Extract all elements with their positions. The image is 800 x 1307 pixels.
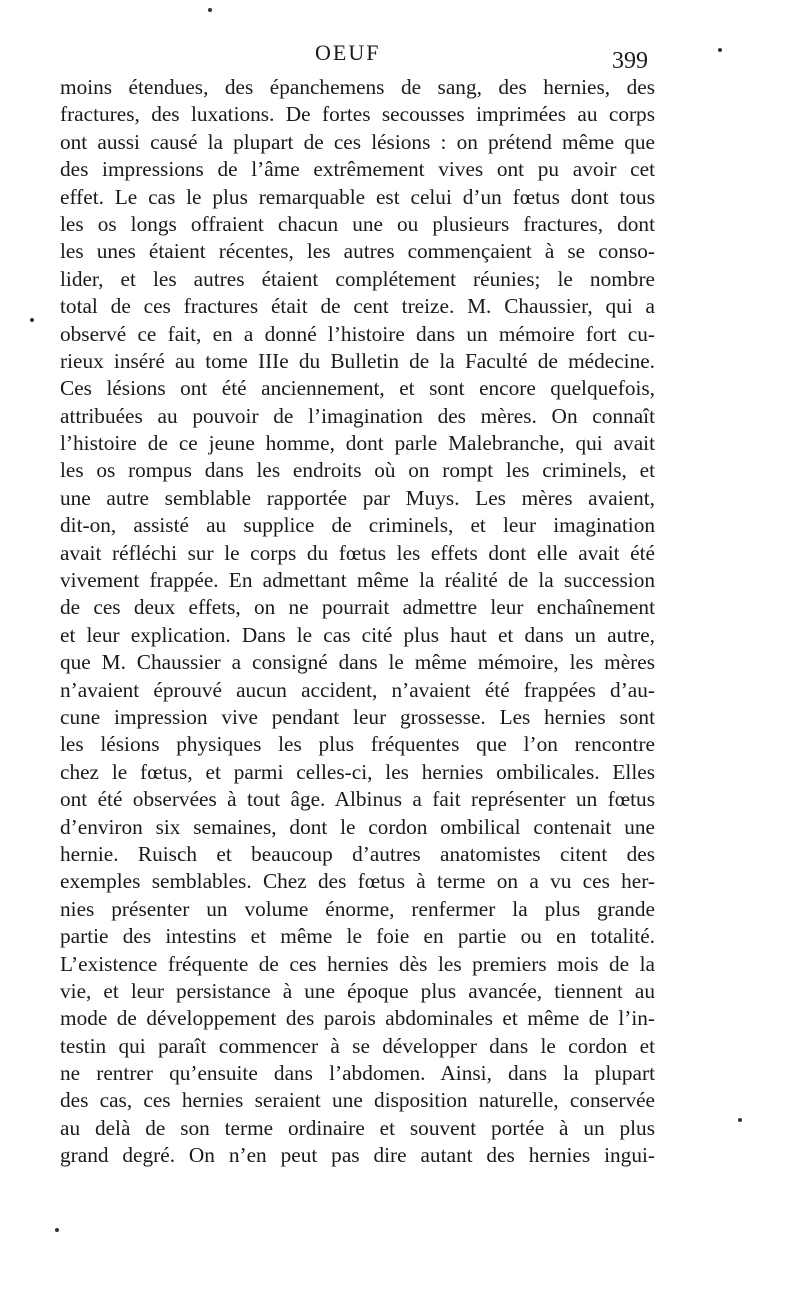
text-line: observé ce fait, en a donné l’histoire dans un mémoire fort cu- (60, 321, 655, 346)
text-line: L’existence fréquente de ces hernies dès les premiers mois de la (60, 951, 655, 976)
text-line: avait réfléchi sur le corps du fœtus les effets dont elle avait été (60, 540, 655, 565)
text-line: partie des intestins et même le foie en partie ou en totalité. (60, 924, 655, 949)
text-line: ont été observées à tout âge. Albinus a fait représenter un fœtus (60, 787, 655, 812)
text-line: nies présenter un volume énorme, renfermer la plus grande (60, 896, 655, 921)
text-line: attribuées au pouvoir de l’imagination des mères. On connaît (60, 403, 655, 428)
text-line: dit-on, assisté au supplice de criminels, et leur imagination (60, 513, 655, 538)
text-line: au delà de son terme ordinaire et souvent portée à un plus (60, 1115, 655, 1140)
text-line: que M. Chaussier a consigné dans le même mémoire, les mères (60, 650, 655, 675)
text-line: une autre semblable rapportée par Muys. Les mères avaient, (60, 485, 655, 510)
text-line: des impressions de l’âme extrêmement vives ont pu avoir cet (60, 157, 655, 182)
text-line: Ces lésions ont été anciennement, et sont encore quelquefois, (60, 376, 655, 401)
text-line: ont aussi causé la plupart de ces lésions : on prétend même que (60, 129, 655, 154)
running-head: OEUF (315, 40, 381, 65)
text-line: lider, et les autres étaient complétement réunies; le nombre (60, 266, 655, 291)
text-line: fractures, des luxations. De fortes secousses imprimées au corps (60, 102, 655, 127)
text-line: les os longs offraient chacun une ou plusieurs fractures, dont (60, 211, 655, 236)
text-line: les os rompus dans les endroits où on rompt les criminels, et (60, 458, 655, 483)
body-text (60, 74, 655, 1170)
text-line: chez le fœtus, et parmi celles-ci, les hernies ombilicales. Elles (60, 759, 655, 784)
print-speck (738, 1118, 742, 1122)
text-line: moins étendues, des épanchemens de sang, des hernies, des (60, 75, 655, 99)
page-header (0, 40, 800, 74)
text-line: des cas, ces hernies seraient une disposition naturelle, conservée (60, 1088, 655, 1113)
print-speck (718, 48, 722, 52)
page-number: 399 (612, 48, 648, 74)
text-line: total de ces fractures était de cent treize. M. Chaussier, qui a (60, 294, 655, 319)
text-line: n’avaient éprouvé aucun accident, n’avaient été frappées d’au- (60, 677, 655, 702)
text-line: l’histoire de ce jeune homme, dont parle Malebranche, qui avait (60, 431, 655, 456)
text-line: vie, et leur persistance à une époque plus avancée, tiennent au (60, 978, 655, 1003)
print-speck (30, 318, 34, 322)
text-line: testin qui paraît commencer à se développer dans le cordon et (60, 1033, 655, 1058)
text-line: grand degré. On n’en peut pas dire autant des hernies ingui- (60, 1143, 655, 1168)
text-line: ne rentrer qu’ensuite dans l’abdomen. Ainsi, dans la plupart (60, 1061, 655, 1086)
print-speck (55, 1228, 59, 1232)
text-line: hernie. Ruisch et beaucoup d’autres anatomistes citent des (60, 841, 655, 866)
text-line: rieux inséré au tome IIIe du Bulletin de la Faculté de médecine. (60, 348, 655, 373)
text-line: et leur explication. Dans le cas cité plus haut et dans un autre, (60, 622, 655, 647)
text-line: vivement frappée. En admettant même la réalité de la succession (60, 568, 655, 593)
text-line: les unes étaient récentes, les autres commençaient à se conso- (60, 239, 655, 264)
print-speck (208, 8, 212, 12)
text-line: d’environ six semaines, dont le cordon ombilical contenait une (60, 814, 655, 839)
text-line: exemples semblables. Chez des fœtus à terme on a vu ces her- (60, 869, 655, 894)
text-line: de ces deux effets, on ne pourrait admettre leur enchaînement (60, 595, 655, 620)
text-line: mode de développement des parois abdominales et même de l’in- (60, 1006, 655, 1031)
text-line: effet. Le cas le plus remarquable est celui d’un fœtus dont tous (60, 184, 655, 209)
text-line: les lésions physiques les plus fréquentes que l’on rencontre (60, 732, 655, 757)
text-line: cune impression vive pendant leur grossesse. Les hernies sont (60, 704, 655, 729)
